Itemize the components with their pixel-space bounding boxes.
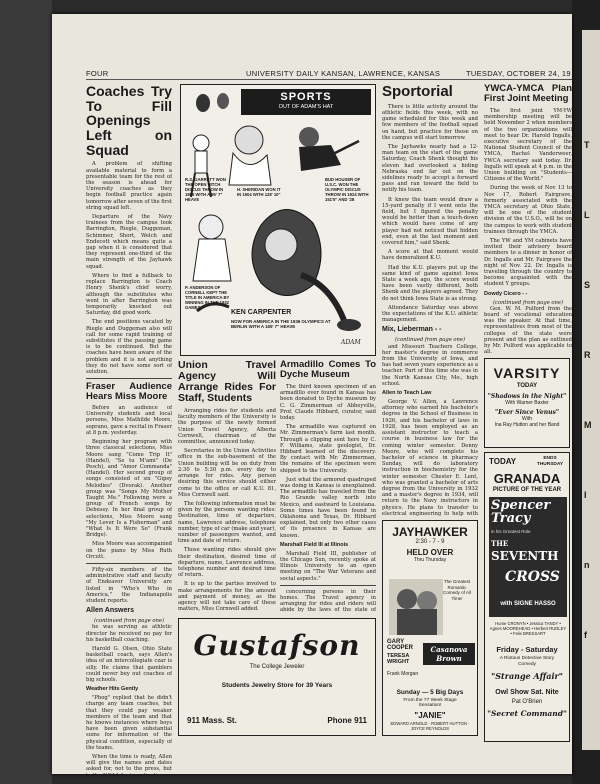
edge-letter: I [584,490,587,500]
article-text: Beginning her program with three classical selections, Miss Moore sang "Come Trip It" (Handel), "Se tu M'ami" (De Pesch), and "Amor Commanda" (Handel). Her second group of songs consisted of six "Gipsy Melodies" (Dvorak). Another group was "Songs My Mother Taught Me." Following were a group of French songs by Debussy. In her final group of selections, Miss Moore sang "My Lover Is a Fisherman" and "What Is It Were So" (Frank Bridge). [86,439,172,539]
article-text: Harold G. Olsen, Ohio State basketball coach, says Allen's idea of an intercollegiate czar is silly. He claims that gamblers could never buy out coaches of big schools. [86,645,172,683]
jayhawker-star2: TERESA WRIGHT [387,653,410,665]
varsity-film2: "Ever Since Venus" [495,409,559,416]
granada-friday: Friday - Saturday [496,645,558,654]
article-text: Those wanting rides should give their destination, desired time of departure, name, Lawrence address, telephone number and desired time of return. [178,547,276,579]
headline-ywca: YWCA-YMCA Plan First Joint Meeting [484,84,572,104]
granada-title-the: THE [491,539,509,548]
granada-owl: Owl Show Sat. Nite [495,689,559,696]
headline-union-travel: Union Travel Agency Will Arrange Rides For Staff, Students [178,360,276,405]
article-text: Just what the armored quadruped was doing in Kansas is unexplained. The armadillo has traveled from the Rio Grande valley north into Mexico, and eastward to Louisiana. Some times have been found in Oklahoma and Texas, Dr. Hibbard explained, but only two other cases of its presence in Kansas are known. [280,476,376,539]
jayhawker-from: From the 77 Week Stage Sensation! [403,698,457,708]
article-text: Arranging rides for students and faculty members of the University is the purpose of the newly formed Union Travel Agency, Alberta Cornwell, chairman of the committee, announced today. [178,408,276,446]
cartoon-name-carpenter: KEN CARPENTER [231,309,292,316]
granada-ends: ENDS THURSDAY [536,456,564,467]
varsity-with1: With Warner Baxter [505,400,549,406]
article-text: There is little activity around the athletic fields this week, with no game scheduled for this week and few members of the football squad on hand, but practice for those on the campus will start tomorrow. [382,103,478,141]
granada-friday-film: "Strange Affair" [491,671,563,681]
column-union-travel [178,360,276,612]
article-text: The third known specimen of an armadillo ever found in Kansas has been donated to Dyche museum by C. G. Zimmerman of Abbeyville, Prof. Claude Hibbard, curator, said today. [280,383,376,421]
article-text: George V. Allen, a Lawrence attorney who earned his bachelor's degree in the School of Business in 1926, and his bachelor of laws in 1928, has been employed as an assistant instructor to teach a course in business law for the coming winter semester. Denny Moore, who will complete his bachelor of science in pharmacy Sunday, will do laboratory instruction in biochemistry for the winter semester. Chester E. Lent, who was granted a bachelor of arts degree from the University in 1932 and a master's degree in 1934, will return to the Navy instructors in physics. He plans to transfer to electrical engineering to help with [382,399,478,516]
jayhawker-support: Frank Morgan [387,671,419,677]
gustafson-phone: Phone 911 [327,716,367,725]
article-text: A problem of shifting available material to form a presentable team for the rest of the season is ahead for University coaches as they begin football practice again tomorrow after seven of the first string squad left. [86,161,172,211]
article-text: Secretaries in the Union Activities office in the sub-basement of the Union building will be on duty from 2:30 to 5:30 p.m. every day to arrange for rides. Any person desiring this service should either come to the office or call K.U. 81, Miss Cornwell said. [178,448,276,498]
jayhawker-times: 2:30 - 7 - 9 [415,539,445,545]
continued-note: (continued from page one) [94,618,164,625]
cartoon-title: SPORTS [280,91,332,103]
headline-sportorial: Sportorial [382,84,453,100]
jayhawker-film: Casanova Brown [423,643,475,665]
edge-letter: S [584,280,591,290]
column-sportorial [382,84,478,516]
divider [280,585,376,586]
divider [86,563,172,564]
sports-cartoon [180,84,376,356]
gustafson-tagline: The College Jeweler [249,664,305,670]
granada-tagline: PICTURE OF THE YEAR [492,487,562,493]
article-text: Miss Moore was accompanied on the piano by Miss Ruth Orcutt. [86,541,172,560]
jayhawker-sunday: Sunday — 5 Big Days [396,689,464,696]
gustafson-address: 911 Mass. St. [187,716,237,725]
edge-letter: R [584,350,591,360]
article-text: and Missouri Teachers College, her master's degree in commerce from the University of Iowa, and has had seven years experience as a teacher. Part of this time she was in the North Kansas City, Mo., high school. [382,343,478,387]
jayhawker-thru: Thru Thursday [413,557,447,563]
column-ywca [484,84,572,354]
cartoon-caption-anderson: P. ANDERSON OF CORNELL KEPT THE TITLE IN AMERICA BY WINNING IN THE 1932 GAMES [185,285,230,310]
cartoon-signature: ADAM [341,339,361,346]
column-armadillo [280,360,376,612]
column-coaches [86,84,172,774]
article-text: "Phog" replied that he didn't charge any team coaches, but that they could pay weaker members of the team and that he knows instances where boys have been given substantial sums for information of the physical condition, especially of the teams. [86,695,172,751]
article-text: The Jayhawks nearly had a 12-man team on the start of the game Saturday, Coach Shenk thought his eleven had overlooked a hiding Nebraska end far out on the sidelines ready to accept a forward pass and ran toward the field to notify his team. [382,143,478,194]
continued-note: (continued from page one) [395,337,465,344]
granada-costar: with SIGNE HASSO [500,601,556,607]
article-text: Marshall Field III, publisher of the Chicago Sun, recently spoke at Illinois University to an open meeting on "The War Veterans and social aspects." [280,550,376,582]
edge-letter: M [584,420,592,430]
cartoon-caption-houser: BUD HOUSER OF U.S.C. WON THE OLYMPIC DISCUS THROW IN 1924 WITH 151'5" AND '28 [325,177,369,202]
edge-letter: L [584,210,590,220]
article-text: The following information must be given by the persons wanting rides: Destination, time of departure, name, Lawrence address, telephone number, type of car (make and year), number of passengers wanted, and time and date of return. [178,500,276,545]
article-text: Before an audience of University students and local persons, Miss Mathilde Moore, soprano, gave a recital in Fraser at 8 p.m. yesterday. [86,405,172,436]
subhead-weather: Weather Hits Gently [86,686,139,693]
page-number: FOUR [86,69,109,78]
edge-letter: f [584,630,587,640]
varsity-film1: "Shadows in the Night" [487,393,567,400]
article-text: The armadillo was captured on Mr. Zimmerman's farm last month. Through a clipping sent here by C. F. Williams, state geologist, Dr. Hibbard learned of the discovery. By contact with Mr. Zimmerman, the remains of the specimen were shipped to the University. [280,424,376,474]
subhead-dowdy: Dowdy Cicero - - [484,290,528,297]
jayhawker-tag: The Greatest Romantic Comedy of All Time! [443,579,471,601]
article-text: he was serving as athletic director he received no pay for his basketball coaching. [86,624,172,643]
granada-friday-sub: A Riotous Detective Story Comedy [499,656,555,667]
granada-intro: in his Greatest Role [491,529,531,534]
article-text: concerning persons in their homes. The Travel agency in arranging for rides and riders will abide by the laws of the state of [280,588,376,612]
subhead-allen-law: Allen to Teach Law [382,390,432,397]
cartoon-caption-sheridan: H. SHERIDAN WON IT IN 1904 WITH 128' 10" [237,187,281,197]
article-text: A score at that moment would have demoralized K.U. [382,249,478,262]
varsity-with2: With [522,416,532,422]
newspaper-page [52,14,572,774]
subhead-allen: Allen Answers [86,607,134,615]
granada-credits: Hume CRONYN • Jessica TANDY • Agnes MOOREHEAD • Herbert RUDLEY • Felix BRESSART [489,621,567,636]
continued-note: (continued from page one) [493,299,563,306]
headline-fraser: Fraser Audience Hears Miss Moore [86,381,172,403]
gustafson-logo: Gustafson [193,629,361,662]
headline-coaches: Coaches Try To Fill Openings Left on Squad [86,84,172,158]
granada-title-cross: CROSS [505,569,560,585]
granada-today: TODAY [489,457,517,466]
article-text: The end positions vacated by Riegle and Duggeman also will call for some rapid training of substitutes if the passing game is to be continued. But the coaches have been aware of the problem and it is not anything they do not have some sort of solution. [86,319,172,375]
granada-owl-star: Pat O'Brien [511,699,543,705]
gustafson-line: Students Jewelry Store for 39 Years [221,682,333,689]
granada-owl-film: "Secret Command" [487,709,567,718]
article-text: It knew the team would draw a 15-yard penalty if I went onto the field, but I figured the penalty would be better than a touch-down which would have come of any player had not noticed that hidden end, even at the last moment and covered him," said Shenk. [382,196,478,247]
jayhawker-star1: GARY COOPER [387,639,414,651]
edge-letter: T [584,140,590,150]
article-text: Gen. W. M. Pulford from the board of vocational education was the speaker. At that time, representatives from most of the colleges of the state were present and the plan as outlined by Mr. Pulford was applicable to all. [484,305,572,354]
jayhawker-cast2: EDWARD ARNOLD · ROBERT HUTTON · JOYCE REYNOLDS [390,721,470,731]
article-text: The YW and YM cabinets have invited their advisory board members to a dinner in honor of Dr. Ingalls and Mr. Fairgrave the night of Nov. 22. Dr. Ingalls is traveling through the country to become acquainted with the student Y groups. [484,238,572,288]
ad-varsity [484,358,570,448]
article-text: It is up to the parties involved to make arrangements for the amount and payment of money, as the agency will not take care of these matters, Miss Cornwell added. [178,581,276,612]
article-text: Attendance Saturday was above the expectations of the K.U. athletic management. [382,304,478,324]
subhead-marshall-field: Marshall Field III at Illinois [280,541,349,548]
masthead [86,66,572,80]
cartoon-caption-carpenter: NOW FOR AMERICA IN THE 1936 OLYMPICS AT BERLIN WITH A 165' 7" HEAVE [231,319,331,330]
varsity-cast2: Ina Ray Hutton and her Band [494,422,560,428]
ad-gustafson [178,618,376,736]
jayhawker-photo [389,579,443,635]
scanner-bed-left [0,0,52,784]
granada-star: Spencer Tracy [491,498,551,526]
varsity-name: VARSITY [493,365,561,381]
headline-armadillo: Armadillo Comes To Dyche Museum [280,360,376,380]
jayhawker-film2: "JANIE" [414,711,446,720]
article-text: The first joint YM-YW membership meeting will be held November 2 when members of the two organizations will meet to hear Dr. Harold Ingalls, executive secretary of the National Student Council of the YMCA, Rachel Vanderweer, YWCA secretary said today. Dr. Ingalls will speak at 4 p.m. in the Union building on "Students—Citizens of the World." [484,107,572,183]
issue-date: TUESDAY, OCTOBER 24, 19 [466,69,571,78]
article-text: Had the K.U. players put up the same kind of game against Iowa State a week ago, the score would have been vastly different, both Shenk and the players agreed. They do not think Iowa State is as strong. [382,264,478,302]
adjacent-page-text [584,110,598,670]
cartoon-subtitle: OUT OF ADAM'S HAT [278,104,334,110]
ad-granada [484,452,570,742]
article-text: Departure of the Navy trainees from the campus took Barrington, Riegle, Duggeman, Schimmer, Short, Welch and Endecott which means quite a gap when it is considered that they represent one-third of the main strength of the Jayhawk squad. [86,214,172,270]
article-text: During the week of Nov 13 to Nov 17, Robert Fairgrave, formerly associated with the YMCA secretary at Ohio State, will be one of the student division of the U.S.O., will be on the campus to work with student trainees through the YMCA. [484,185,572,235]
article-text: When the time is ready, Allen will give the names and dates asked for, not to the press, but [86,754,172,773]
article-text: Where to find a fullback to replace Barrington is Coach Henry Shenk's chief worry, although the substitutes who went in after Barrington was temporarily knocked out Saturday, did good work. [86,272,172,317]
article-text: Fifty-six members of the administrative staff and faculty of Endeavor University are listed in "Who's Who in America," the Indianapolis student reports. [86,566,172,604]
subhead-mix-lieberman: Mix, Lieberman - - [382,326,442,334]
cartoon-caption-garrett: R.S. GARRETT WON THE OPEN HITCH DISCUS THROW IN 1896 WITH A 95' 7" HEAVE [185,177,226,202]
paper-name: UNIVERSITY DAILY KANSAN, LAWRENCE, KANSAS [246,69,441,78]
jayhawker-name: JAYHAWKER [392,525,468,539]
varsity-today: TODAY [516,383,538,389]
granada-title-seventh: SEVENTH [491,549,559,563]
granada-name: GRANADA [493,471,561,486]
ad-jayhawker [382,520,478,736]
divider [86,378,172,379]
jayhawker-held-over: HELD OVER [406,548,454,557]
edge-letter: n [584,560,590,570]
